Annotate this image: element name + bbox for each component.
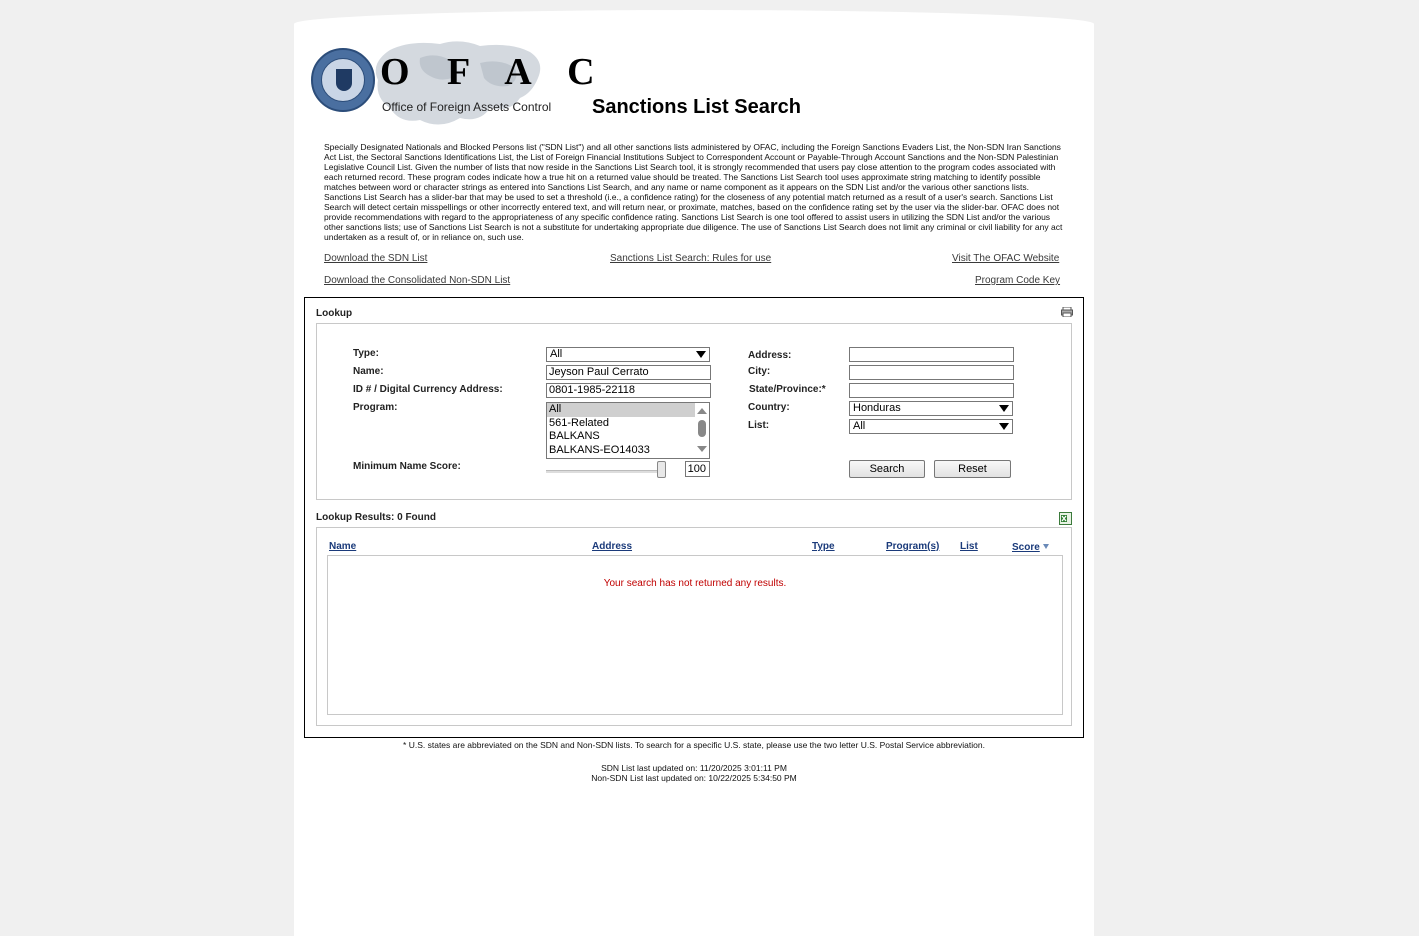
column-header-list[interactable]: List [960,541,978,552]
us-state-footnote: * U.S. states are abbreviated on the SDN and Non-SDN lists. To search for a specific U.S. state, please use the two letter U.S. Postal Service abbreviation. [403,740,985,750]
ofac-logo-letters: O F A C [380,51,609,93]
id-label: ID # / Digital Currency Address: [353,384,503,395]
download-consolidated-link[interactable]: Download the Consolidated Non-SDN List [324,275,511,286]
search-button[interactable]: Search [849,460,925,478]
column-header-type[interactable]: Type [812,541,835,552]
scroll-thumb[interactable] [698,420,706,437]
type-select[interactable] [546,347,710,362]
min-score-label: Minimum Name Score: [353,461,461,472]
list-select-value: All [853,420,866,432]
state-input[interactable] [849,383,1014,398]
state-label: State/Province:* [749,384,826,395]
program-code-key-link[interactable]: Program Code Key [975,275,1061,286]
city-input[interactable] [849,365,1014,380]
min-score-slider-handle[interactable] [657,461,666,478]
column-header-address[interactable]: Address [592,541,633,552]
name-label: Name: [353,366,384,377]
scroll-down-icon[interactable] [697,446,707,452]
program-scrollbar[interactable] [695,403,709,458]
chevron-down-icon [999,405,1009,412]
no-results-message: Your search has not returned any results. [603,578,787,589]
list-select[interactable] [849,419,1013,434]
program-listbox[interactable] [546,402,710,459]
chevron-down-icon [999,423,1009,430]
reset-button[interactable]: Reset [934,460,1011,478]
disclaimer-text: Specially Designated Nationals and Blocked Persons list ("SDN List") and all other sanctions lists administered by OFAC, including the Foreign Sanctions Evaders List, the Non-SDN Iran Sanctions Act List, the Sectoral Sanctions Identifications List, the List of Foreign Financial Institutions Subject to Correspondent Account or Payable-Through Account Sanctions and the Non-SDN Palestinian Legislative Council List. Given the number of lists that now reside in the Sanctions List Search tool, it is strongly recommended that users pay close attention to the program codes associated with each returned record. These program codes indicate how a true hit on a returned value should be treated. The Sanctions List Search tool uses approximate string matching to identify possible matches between word or character strings as entered into Sanctions List Search, and any name or name component as it appears on the SDN List and/or the various other sanctions lists. Sanctions List Search has a slider-bar that may be used to set a threshold (i.e., a confidence rating) for the closeness of any potential match returned as a result of a user's search. Sanctions List Search will detect certain misspellings or other incorrectly entered text, and will return near, or proximate, matches, based on the confidence rating set by the user via the slider-bar. OFAC does not provide recommendations with regard to the appropriateness of any specific confidence rating. Sanctions List Search is one tool offered to assist users in utilizing the SDN List and/or the various other sanctions lists; use of Sanctions List Search is not a substitute for undertaking appropriate due diligence. The use of Sanctions List Search does not limit any criminal or civil liability for any act undertaken as a result of, or in reliance on, such use. [324,142,1063,242]
id-input[interactable]: 0801-1985-22118 [546,383,711,398]
last-updated [294,763,1094,783]
results-title: Lookup Results: 0 Found [316,512,436,523]
lookup-title: Lookup [316,308,353,319]
program-option-all[interactable]: All [547,403,695,417]
country-select[interactable] [849,401,1013,416]
program-label: Program: [353,402,398,413]
visit-ofac-link[interactable]: Visit The OFAC Website [952,253,1060,264]
chevron-down-icon [696,351,706,358]
type-label: Type: [353,348,379,359]
rules-for-use-link[interactable]: Sanctions List Search: Rules for use [610,253,772,264]
download-sdn-link[interactable]: Download the SDN List [324,253,428,264]
column-header-name[interactable]: Name [329,541,357,552]
program-option-561-related[interactable]: 561-Related [549,416,609,429]
type-select-value: All [550,348,563,360]
sort-descending-icon [1043,544,1049,549]
page-title: Sanctions List Search [592,96,801,118]
column-header-programs[interactable]: Program(s) [886,541,940,552]
scroll-up-icon[interactable] [697,408,707,414]
program-option-balkans[interactable]: BALKANS [549,430,600,442]
name-input[interactable]: Jeyson Paul Cerrato [546,365,711,380]
column-header-score[interactable]: Score [1012,542,1040,553]
print-icon[interactable] [1061,307,1073,317]
excel-export-icon[interactable] [1059,512,1072,525]
treasury-seal-icon [311,48,375,112]
address-input[interactable] [849,347,1014,362]
list-label: List: [748,420,770,431]
address-label: Address: [748,350,792,361]
program-option-balkans-eo14033[interactable]: BALKANS-EO14033 [549,443,650,456]
country-label: Country: [748,402,790,413]
city-label: City: [748,366,771,377]
min-score-slider[interactable] [546,470,666,473]
non-sdn-last-updated: Non-SDN List last updated on: 10/22/2025 5:34:50 PM [591,773,797,783]
ofac-logo-subtitle: Office of Foreign Assets Control [382,100,552,114]
sdn-last-updated: SDN List last updated on: 11/20/2025 3:01:11 PM [601,763,787,773]
min-score-value[interactable]: 100 [685,461,710,477]
country-select-value: Honduras [853,402,901,414]
